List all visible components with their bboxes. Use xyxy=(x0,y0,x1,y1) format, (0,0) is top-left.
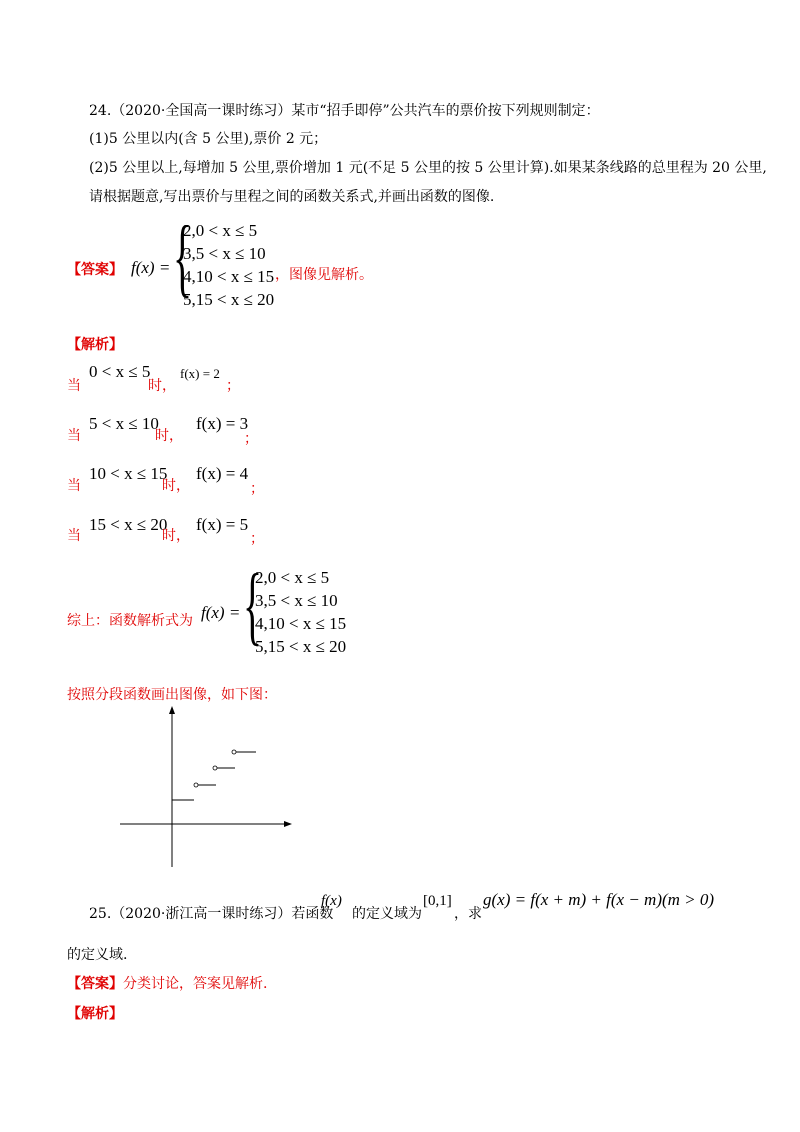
summary-cases xyxy=(255,566,346,658)
summary-label: 综上：函数解析式为 xyxy=(67,613,193,629)
step3-mid: 时， xyxy=(162,478,190,494)
y-axis-arrow xyxy=(169,706,175,714)
q24-line1: 24.（2020·全国高一课时练习）某市“招手即停”公共汽车的票价按下列规则制定： xyxy=(89,103,600,119)
graph-caption: 按照分段函数画出图像，如下图： xyxy=(67,687,277,703)
answer-case-3: 4,10 < x ≤ 15 xyxy=(183,267,275,286)
step3-res: f(x) = 4 xyxy=(196,464,249,483)
answer-case-1: 2,0 < x ≤ 5 xyxy=(183,221,258,240)
step3-end: ； xyxy=(250,481,264,497)
q25-fx: f(x) xyxy=(321,893,342,909)
q25-analysis-label: 【解析】 xyxy=(67,1006,123,1022)
step2-mid: 时， xyxy=(155,428,183,444)
open-point-3 xyxy=(213,766,217,770)
step4-mid: 时， xyxy=(162,528,190,544)
step-function-graph xyxy=(115,705,295,870)
step1-mid: 时， xyxy=(148,378,176,394)
step2-res: f(x) = 3 xyxy=(196,414,249,433)
step3-pre: 当 xyxy=(67,478,81,494)
q25-line1-mid: 的定义域为 xyxy=(352,906,422,922)
summary-case-3: 4,10 < x ≤ 15 xyxy=(255,614,347,633)
q25-line2: 的定义域. xyxy=(67,947,128,963)
step2-pre: 当 xyxy=(67,428,81,444)
q25-domain: [0,1] xyxy=(423,893,452,909)
step3-cond: 10 < x ≤ 15 xyxy=(89,464,168,483)
q24-line4: 请根据题意,写出票价与里程之间的函数关系式,并画出函数的图像. xyxy=(89,189,495,205)
step1-cond: 0 < x ≤ 5 xyxy=(89,362,151,381)
summary-case-4: 5,15 < x ≤ 20 xyxy=(255,637,347,656)
open-point-4 xyxy=(232,750,236,754)
step4-end: ； xyxy=(250,531,264,547)
step1-res: f(x) = 2 xyxy=(180,366,220,381)
summary-fx: f(x) = xyxy=(201,603,241,622)
summary-case-1: 2,0 < x ≤ 5 xyxy=(255,568,330,587)
x-axis-arrow xyxy=(284,821,292,827)
answer-case-4: 5,15 < x ≤ 20 xyxy=(183,290,275,309)
summary-brace: { xyxy=(243,557,263,654)
step1-end: ； xyxy=(226,378,240,394)
q24-line3: (2)5 公里以上,每增加 5 公里,票价增加 1 元(不足 5 公里的按 5 公里计算).如果某条线路的总里程为 20 公里, xyxy=(89,160,767,176)
step4-res: f(x) = 5 xyxy=(196,515,249,534)
q24-answer-fx: f(x) = xyxy=(131,258,171,277)
q25-answer-text: 分类讨论，答案见解析. xyxy=(123,976,268,992)
q24-analysis-label: 【解析】 xyxy=(67,337,123,353)
answer-case-2: 3,5 < x ≤ 10 xyxy=(183,244,266,263)
q25-answer xyxy=(67,976,267,992)
step4-cond: 15 < x ≤ 20 xyxy=(89,515,168,534)
summary-case-2: 3,5 < x ≤ 10 xyxy=(255,591,338,610)
step1-pre: 当 xyxy=(67,378,81,394)
step2-cond: 5 < x ≤ 10 xyxy=(89,414,159,433)
step4-pre: 当 xyxy=(67,528,81,544)
q24-answer-cases xyxy=(183,219,274,311)
q24-line2: (1)5 公里以内(含 5 公里),票价 2 元； xyxy=(89,131,328,147)
q25-gx: g(x) = f(x + m) + f(x − m)(m > 0) xyxy=(483,890,715,909)
q24-answer-label: 【答案】 xyxy=(67,262,123,278)
q24-answer-tail: ，图像见解析。 xyxy=(275,267,373,283)
q25-line1-post: ，求 xyxy=(454,906,482,922)
q25-line1-pre: 25.（2020·浙江高一课时练习）若函数 xyxy=(89,906,334,922)
open-point-2 xyxy=(194,783,198,787)
q24-answer-brace: { xyxy=(173,209,193,306)
q25-answer-label: 【答案】 xyxy=(67,976,123,992)
step2-end: ； xyxy=(244,431,258,447)
